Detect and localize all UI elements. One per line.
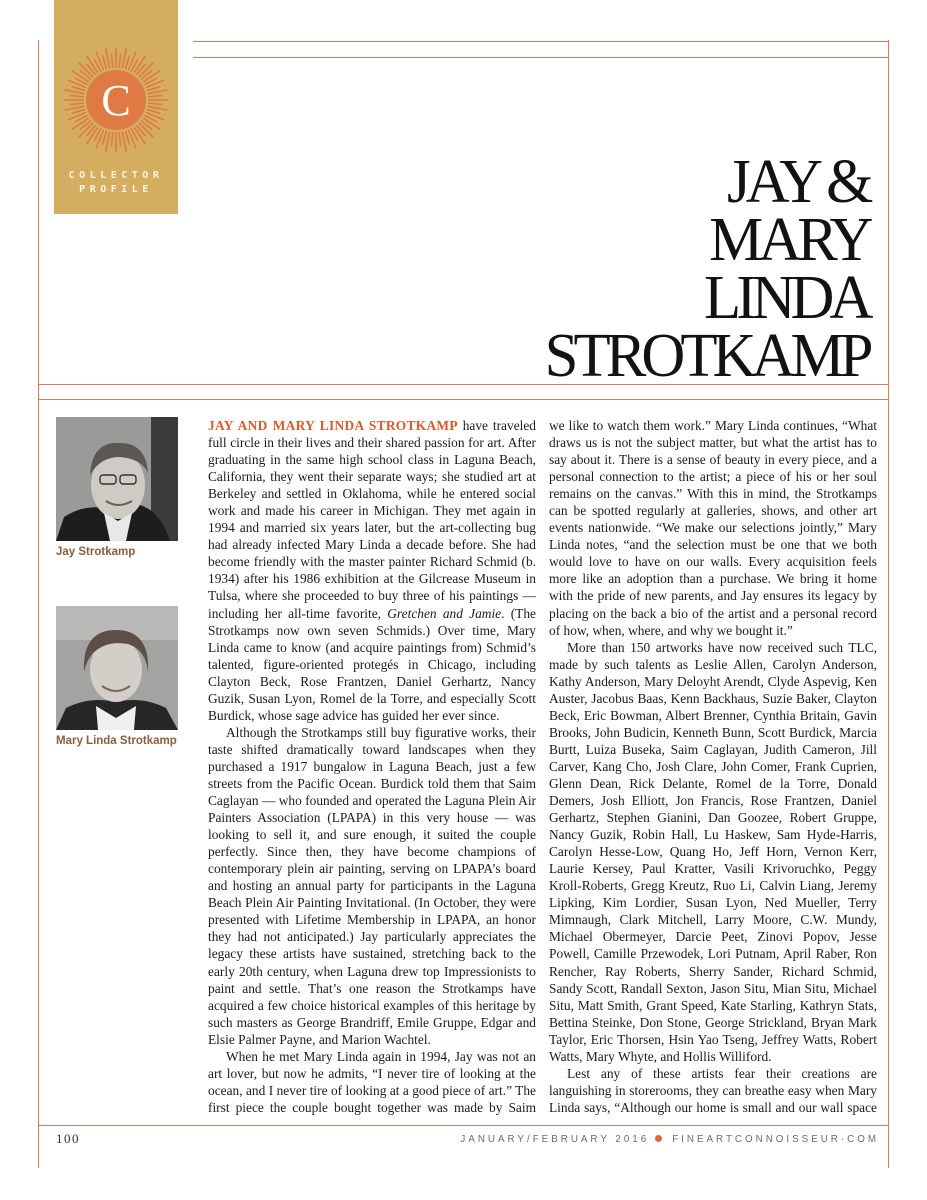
- sunburst-ray: [126, 56, 130, 68]
- headline-line: STROTKAMP: [545, 322, 869, 390]
- sunburst-ray: [149, 103, 162, 104]
- article-lead-in: JAY AND MARY LINDA STROTKAMP: [208, 418, 458, 433]
- sunburst-ray: [148, 110, 160, 114]
- sunburst-ray: [119, 54, 120, 67]
- sunburst-ray: [72, 87, 84, 91]
- sunburst-ray: [68, 113, 86, 120]
- sunburst-ray: [129, 130, 136, 148]
- headline-rule-lower: [38, 399, 889, 400]
- sunburst-ray: [148, 87, 160, 91]
- sunburst-ray: [146, 113, 164, 120]
- headline-line: JAY &: [727, 148, 869, 216]
- sunburst-ray: [103, 132, 107, 144]
- sunburst-ray: [148, 106, 167, 110]
- folio-line: [460, 1134, 879, 1145]
- sunburst-icon: [60, 44, 172, 156]
- sunburst-ray: [148, 90, 167, 94]
- left-margin-rule: [38, 40, 39, 1168]
- sunburst-ray: [68, 80, 86, 87]
- article-column-left: [208, 417, 536, 1117]
- sunburst-ray: [65, 90, 84, 94]
- sunburst-ray: [146, 80, 164, 87]
- photo-caption: Mary Linda Strotkamp: [56, 735, 177, 747]
- article-paragraph: When he met Mary Linda again in 1994, Jay was not an art lover, but now he admits, “I never tire of looking at the ocean, and I never tire of looking at a good piece of art.” The first piece the couple bought together was made by Saim: [208, 1048, 536, 1115]
- sunburst-ray: [96, 130, 103, 148]
- sunburst-ray: [119, 133, 120, 146]
- sunburst-ray: [111, 54, 112, 67]
- page-number: 100: [56, 1131, 80, 1146]
- badge-letter: C: [101, 76, 131, 125]
- collector-profile-badge: [54, 0, 178, 214]
- article-paragraph: [549, 1065, 877, 1117]
- sunburst-ray: [129, 52, 136, 70]
- article-text: . (The Strotkamps now own seven Schmids.) Over time, Mary Linda came to know (and acquire paintings from) Schmid’s talented, figure-oriented protegés in Chicago, including Clayton Beck, Rose Frantzen, Daniel Gerhartz, Nancy Guzik, Susan Lyon, Romel de la Torre, and especially Scott Burdick, whose sage advice has guided her ever since.: [208, 605, 536, 723]
- badge-label-line2: PROFILE: [79, 184, 153, 195]
- top-rule-upper: [193, 41, 889, 42]
- article-text: have traveled full circle in their lives and their shared passion for art. After graduating in the same high school class in Laguna Beach, California, they went their separate ways; she studied art at Berkeley and settled in Oklahoma, while he entered social work and made his career in Michigan. They met again in 1994 and married six years later, but the art-collecting bug had already infected Mary Linda a decade before. She had become friendly with the master painter Richard Schmid (b. 1934) after his 1986 exhibition at the Gilcrease Museum in Tulsa, where she proceeded to buy three of his paintings — including her all-time favorite,: [208, 418, 536, 621]
- artwork-title: Gretchen and Jamie: [387, 605, 502, 621]
- sunburst-ray: [70, 103, 83, 104]
- sunburst-ray: [96, 52, 103, 70]
- sunburst-ray: [106, 132, 110, 151]
- sunburst-ray: [103, 56, 107, 68]
- article-paragraph: Although the Strotkamps still buy figurative works, their taste shifted dramatically toward landscapes when they purchased a 1917 bungalow in Laguna Beach, just a few streets from the Pacific Ocean. Burdick told them that Saim Caglayan — who founded and operated the Laguna Plein Air Painters Association (LPAPA) in this very house — was looking to sell it, and sure enough, it suited the couple perfectly. Since then, they have become champions of contemporary plein air painting, serving on LPAPA’s board and hosting an annual party for participants in the Laguna Beach Plein Air Painting Invitational. (In October, they were presented with Lifetime Membership in LPAPA, an honor they had not anticipated.) Jay particularly appreciates the legacy these artists have sustained, stretching back to the early 20th century, when Laguna drew top Impressionists to paint and settle. That’s one reason the Strotkamps have acquired a few choice historical examples of this heritage by such masters as George Brandriff, Emile Gruppe, Edgar and Elsie Palmer Payne, and Marion Wachtel.: [208, 724, 536, 1047]
- portrait-mary-linda: [56, 606, 178, 730]
- sunburst-ray: [126, 132, 130, 144]
- article-column-right: [549, 417, 877, 1117]
- photo-caption: Jay Strotkamp: [56, 546, 136, 558]
- sunburst-ray: [111, 133, 112, 146]
- sunburst-ray: [70, 95, 83, 96]
- right-margin-rule: [888, 40, 889, 1168]
- badge-label-line1: COLLECTOR: [68, 170, 164, 181]
- portrait-jay-image: [56, 417, 178, 541]
- article-paragraph: [208, 417, 536, 724]
- issue-date: JANUARY/FEBRUARY 2016: [460, 1134, 650, 1145]
- top-rule-lower: [193, 57, 889, 58]
- portrait-mary-linda-image: [56, 606, 178, 730]
- sunburst-ray: [122, 132, 126, 151]
- headline-line: MARY: [709, 206, 869, 274]
- headline-line: LINDA: [704, 264, 869, 332]
- sunburst-ray: [65, 106, 84, 110]
- footer-rule: [38, 1125, 889, 1126]
- sunburst-ray: [149, 95, 162, 96]
- bullet-icon: [655, 1135, 662, 1142]
- portrait-jay: [56, 417, 178, 541]
- article-paragraph: we like to watch them work.” Mary Linda continues, “What draws us is not the subject matter, but what the artist has to say about it. There is a sense of beauty in every piece, and a personal connection to the artist; a piece of his or her soul remains on the canvas.” With this in mind, the Strotkamps can be spotted regularly at galleries, shows, and other art events nationwide. “We make our selections jointly,” Mary Linda notes, “and the selection must be one that we both would love to have on our walls. Every acquisition feels more like an adoption than a purchase. We bring it home with the pride of new parents, and Jay ensures its legacy by placing on the back a bio of the artist and a personal record of how, when, where, and why we bought it.”: [549, 418, 877, 638]
- sunburst-ray: [106, 49, 110, 68]
- article-text: Lest any of these artists fear their creations are languishing in storerooms, they can breathe easy when Mary Linda says, “Although our home is small and our wall space: [549, 1065, 877, 1115]
- article-paragraph: More than 150 artworks have now received such TLC, made by such talents as Leslie Allen, Carolyn Anderson, Kathy Anderson, Mary Deloyht Arendt, Clyde Aspevig, Ken Auster, Jacobus Baas, Kenn Backhaus, Suzie Baker, Clayton Beck, Eric Bowman, Albert Brenner, Cynthia Britain, Gavin Brooks, John Budicin, Kenneth Bunn, Scott Burdick, Marcia Burtt, Luiza Buseka, Saim Caglayan, Judith Cameron, Jill Carver, Kang Cho, Josh Clare, John Comer, Frank Cuprien, Glenn Dean, Rick Delante, Romel de la Torre, Donald Demers, Josh Elliott, Jon Francis, Rose Frantzen, Daniel Gerhartz, Stephen Gianini, Dan Goozee, Robert Gruppe, Nancy Guzik, Robin Hall, Lu Haskew, Sam Hyde-Harris, Carolyn Hesse-Low, Quang Ho, Jeff Horn, Vernon Kerr, Laurie Kersey, Paul Kratter, Vasili Krivoruchko, Peggy Kroll-Roberts, Gregg Kreutz, Ruo Li, Calvin Liang, Jeremy Lipking, Kim Lordier, Susan Lyon, Ned Mueller, Terry Mimnaugh, Clark Mitchell, Larry Moore, C.W. Mundy, Michael Obermeyer, Darcie Peet, Zinovi Popov, Jesse Powell, Camille Przewodek, Lori Putnam, April Raber, Ron Rencher, Ray Roberts, Sherry Sander, Richard Schmid, Sandy Scott, Randall Sexton, Jason Situ, Mian Situ, Michael Situ, Matt Smith, Grant Speed, Kate Starling, Kathryn Stats, Bettina Steinke, Don Stone, George Strickland, Bryan Mark Taylor, Eric Thorsen, Hsin Yao Tseng, Jeffrey Watts, Robert Watts, Mary Whyte, and Hollis Williford.: [549, 639, 877, 1064]
- sunburst-ray: [72, 110, 84, 114]
- article-headline: [545, 148, 869, 390]
- site-name: FINEARTCONNOISSEUR·COM: [672, 1134, 879, 1145]
- sunburst-ray: [122, 49, 126, 68]
